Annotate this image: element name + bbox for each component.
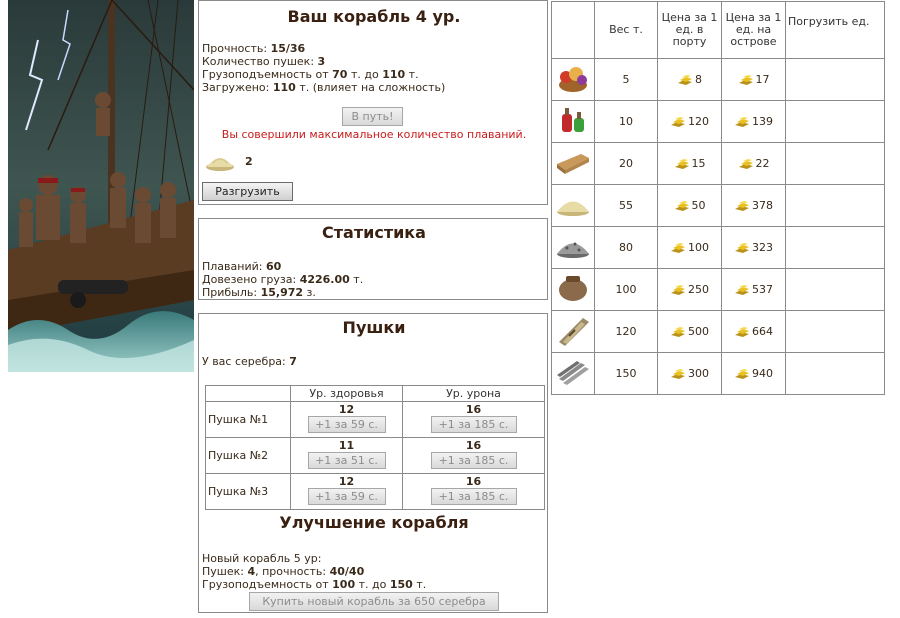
gold-icon bbox=[674, 199, 692, 212]
port-price: 100 bbox=[688, 241, 709, 254]
delivered-line bbox=[202, 273, 363, 286]
upgrade-health-button[interactable]: +1 за 51 с. bbox=[308, 452, 386, 469]
trips-line bbox=[202, 260, 281, 273]
load-quantity-cell[interactable] bbox=[786, 353, 885, 395]
cannons-title: Пушки bbox=[342, 318, 406, 337]
gold-icon bbox=[677, 73, 695, 86]
goods-weight: 80 bbox=[595, 227, 658, 269]
port-price: 8 bbox=[695, 73, 702, 86]
gold-icon bbox=[670, 115, 688, 128]
upgrade-title: Улучшение корабля bbox=[279, 513, 469, 532]
load-header: Погрузить ед. bbox=[786, 2, 885, 59]
island-price-cell bbox=[722, 101, 786, 143]
port-price-cell bbox=[658, 269, 722, 311]
island-price: 323 bbox=[752, 241, 773, 254]
capacity-mid: т. до bbox=[350, 68, 379, 81]
load-quantity-cell[interactable] bbox=[786, 143, 885, 185]
cannon-count-line bbox=[202, 55, 325, 68]
profit-line bbox=[202, 286, 316, 299]
loaded-label: Загружено: bbox=[202, 81, 270, 94]
port-price-cell bbox=[658, 227, 722, 269]
upgrade-health-button[interactable]: +1 за 59 с. bbox=[308, 488, 386, 505]
island-price: 22 bbox=[755, 157, 770, 170]
market-row bbox=[552, 269, 885, 311]
profit-label: Прибыль: bbox=[202, 286, 258, 299]
health-level: 11 bbox=[338, 439, 355, 452]
trips-value: 60 bbox=[265, 260, 282, 273]
goods-weight: 55 bbox=[595, 185, 658, 227]
port-price: 500 bbox=[688, 325, 709, 338]
gold-icon bbox=[734, 325, 752, 338]
island-price-cell bbox=[722, 185, 786, 227]
damage-level: 16 bbox=[465, 403, 482, 416]
load-quantity-cell[interactable] bbox=[786, 227, 885, 269]
load-quantity-cell[interactable] bbox=[786, 269, 885, 311]
island-price: 139 bbox=[752, 115, 773, 128]
gold-icon bbox=[670, 325, 688, 338]
upgrade-health-button[interactable]: +1 за 59 с. bbox=[308, 416, 386, 433]
cargo-count: 2 bbox=[245, 155, 253, 168]
stats-title: Статистика bbox=[322, 223, 426, 242]
damage-level: 16 bbox=[465, 475, 482, 488]
potion-bottles-icon bbox=[556, 126, 590, 139]
market-row bbox=[552, 311, 885, 353]
port-price: 120 bbox=[688, 115, 709, 128]
capacity-max: 110 bbox=[382, 68, 406, 81]
market-row bbox=[552, 101, 885, 143]
new-capacity-min: 100 bbox=[332, 578, 356, 591]
market-header-row bbox=[552, 2, 885, 59]
island-price: 537 bbox=[752, 283, 773, 296]
max-trips-message: Вы совершили максимальное количество плаваний. bbox=[221, 128, 527, 141]
gold-icon bbox=[670, 367, 688, 380]
island-price-cell bbox=[722, 143, 786, 185]
new-durability-label: , прочность: bbox=[255, 565, 327, 578]
gold-icon bbox=[738, 157, 756, 170]
island-price-cell bbox=[722, 59, 786, 101]
damage-cell bbox=[403, 402, 545, 438]
damage-level-header: Ур. урона bbox=[403, 386, 545, 402]
upgrade-damage-button[interactable]: +1 за 185 с. bbox=[431, 416, 517, 433]
wood-planks-icon bbox=[555, 166, 591, 179]
durability-line bbox=[202, 42, 305, 55]
load-quantity-cell[interactable] bbox=[786, 185, 885, 227]
goods-icon-header bbox=[552, 2, 595, 59]
cannon-name-header bbox=[206, 386, 291, 402]
goods-weight: 5 bbox=[595, 59, 658, 101]
port-price-cell bbox=[658, 143, 722, 185]
sand-pile-icon bbox=[555, 207, 591, 220]
health-cell bbox=[291, 402, 403, 438]
island-price: 664 bbox=[752, 325, 773, 338]
pirate-ship-scene-image bbox=[8, 0, 194, 372]
port-price: 300 bbox=[688, 367, 709, 380]
unload-button[interactable]: Разгрузить bbox=[202, 182, 293, 201]
goods-icon-cell bbox=[552, 101, 595, 143]
market-row bbox=[552, 59, 885, 101]
new-cannons-value: 4 bbox=[247, 565, 256, 578]
cannons-panel bbox=[198, 313, 548, 613]
delivered-unit: т. bbox=[353, 273, 364, 286]
new-cannons-label: Пушек: bbox=[202, 565, 244, 578]
health-level-header: Ур. здоровья bbox=[291, 386, 403, 402]
goods-weight: 150 bbox=[595, 353, 658, 395]
ship-title: Ваш корабль 4 ур. bbox=[287, 7, 461, 26]
delivered-label: Довезено груза: bbox=[202, 273, 297, 286]
island-price-cell bbox=[722, 227, 786, 269]
trips-label: Плаваний: bbox=[202, 260, 263, 273]
capacity-unit: т. bbox=[408, 68, 419, 81]
sand-cargo-icon bbox=[205, 149, 235, 174]
port-price-cell bbox=[658, 59, 722, 101]
health-cell bbox=[291, 438, 403, 474]
damage-cell bbox=[403, 438, 545, 474]
weight-header: Вес т. bbox=[595, 2, 658, 59]
island-price: 378 bbox=[752, 199, 773, 212]
goods-weight: 20 bbox=[595, 143, 658, 185]
gold-icon bbox=[738, 73, 756, 86]
goods-icon-cell bbox=[552, 185, 595, 227]
port-price-cell bbox=[658, 353, 722, 395]
goods-weight: 10 bbox=[595, 101, 658, 143]
upgrade-damage-button[interactable]: +1 за 185 с. bbox=[431, 488, 517, 505]
loaded-value: 110 bbox=[272, 81, 296, 94]
port-price-header: Цена за 1 ед. в порту bbox=[658, 2, 722, 59]
new-capacity-max: 150 bbox=[389, 578, 413, 591]
gold-icon bbox=[734, 283, 752, 296]
fabric-bundle-icon bbox=[555, 336, 591, 349]
cannon-row bbox=[206, 402, 545, 438]
island-price-cell bbox=[722, 353, 786, 395]
capacity-min: 70 bbox=[332, 68, 348, 81]
ore-pile-icon bbox=[555, 249, 591, 262]
new-durability-value: 40/40 bbox=[329, 565, 365, 578]
new-capacity-unit: т. bbox=[416, 578, 427, 591]
cannon-row bbox=[206, 438, 545, 474]
gold-icon bbox=[734, 367, 752, 380]
new-capacity-line bbox=[202, 578, 426, 591]
load-quantity-cell[interactable] bbox=[786, 101, 885, 143]
island-price-cell bbox=[722, 311, 786, 353]
goods-icon-cell bbox=[552, 59, 595, 101]
market-row bbox=[552, 353, 885, 395]
cannon-name: Пушка №1 bbox=[206, 402, 291, 438]
goods-icon-cell bbox=[552, 353, 595, 395]
stats-panel bbox=[198, 218, 548, 300]
new-capacity-label: Грузоподъемность от bbox=[202, 578, 329, 591]
market-row bbox=[552, 143, 885, 185]
port-price-cell bbox=[658, 311, 722, 353]
cannons-table-header bbox=[206, 386, 545, 402]
gold-icon bbox=[670, 283, 688, 296]
delivered-value: 4226.00 bbox=[299, 273, 350, 286]
cannon-count-value: 3 bbox=[317, 55, 326, 68]
health-level: 12 bbox=[338, 403, 355, 416]
cannon-row bbox=[206, 474, 545, 510]
goods-weight: 120 bbox=[595, 311, 658, 353]
gold-icon bbox=[674, 157, 692, 170]
gold-icon bbox=[670, 241, 688, 254]
cannon-count-label: Количество пушек: bbox=[202, 55, 315, 68]
cannon-name: Пушка №3 bbox=[206, 474, 291, 510]
capacity-line bbox=[202, 68, 419, 81]
cannons-table bbox=[205, 385, 545, 510]
port-price: 50 bbox=[691, 199, 706, 212]
health-cell bbox=[291, 474, 403, 510]
ship-panel bbox=[198, 0, 548, 205]
food-basket-icon bbox=[556, 83, 590, 96]
clay-pot-icon bbox=[556, 293, 590, 306]
profit-value: 15,972 bbox=[260, 286, 304, 299]
island-price: 17 bbox=[755, 73, 770, 86]
damage-cell bbox=[403, 474, 545, 510]
silver-line bbox=[202, 355, 297, 368]
market-table bbox=[551, 1, 885, 395]
new-capacity-mid: т. до bbox=[358, 578, 387, 591]
goods-icon-cell bbox=[552, 143, 595, 185]
durability-value: 15/36 bbox=[270, 42, 306, 55]
goods-icon-cell bbox=[552, 269, 595, 311]
sail-button[interactable]: В путь! bbox=[342, 107, 403, 126]
upgrade-damage-button[interactable]: +1 за 185 с. bbox=[431, 452, 517, 469]
loaded-line bbox=[202, 81, 445, 94]
port-price: 250 bbox=[688, 283, 709, 296]
goods-icon-cell bbox=[552, 227, 595, 269]
island-price-cell bbox=[722, 269, 786, 311]
port-price: 15 bbox=[691, 157, 706, 170]
durability-label: Прочность: bbox=[202, 42, 268, 55]
load-quantity-cell[interactable] bbox=[786, 59, 885, 101]
gold-icon bbox=[734, 199, 752, 212]
gold-icon bbox=[734, 241, 752, 254]
port-price-cell bbox=[658, 185, 722, 227]
gold-icon bbox=[734, 115, 752, 128]
cannon-name: Пушка №2 bbox=[206, 438, 291, 474]
goods-icon-cell bbox=[552, 311, 595, 353]
buy-ship-button[interactable]: Купить новый корабль за 650 серебра bbox=[249, 592, 499, 611]
capacity-label: Грузоподъемность от bbox=[202, 68, 329, 81]
profit-unit: з. bbox=[306, 286, 316, 299]
load-quantity-cell[interactable] bbox=[786, 311, 885, 353]
market-row bbox=[552, 185, 885, 227]
health-level: 12 bbox=[338, 475, 355, 488]
new-ship-line: Новый корабль 5 ур: bbox=[202, 552, 322, 565]
loaded-note: т. (влияет на сложность) bbox=[299, 81, 446, 94]
goods-weight: 100 bbox=[595, 269, 658, 311]
damage-level: 16 bbox=[465, 439, 482, 452]
metal-bars-icon bbox=[555, 377, 591, 390]
market-row bbox=[552, 227, 885, 269]
island-price: 940 bbox=[752, 367, 773, 380]
new-ship-stats-line bbox=[202, 565, 364, 578]
silver-label: У вас серебра: bbox=[202, 355, 286, 368]
island-price-header: Цена за 1 ед. на острове bbox=[722, 2, 786, 59]
silver-value: 7 bbox=[289, 355, 297, 368]
port-price-cell bbox=[658, 101, 722, 143]
